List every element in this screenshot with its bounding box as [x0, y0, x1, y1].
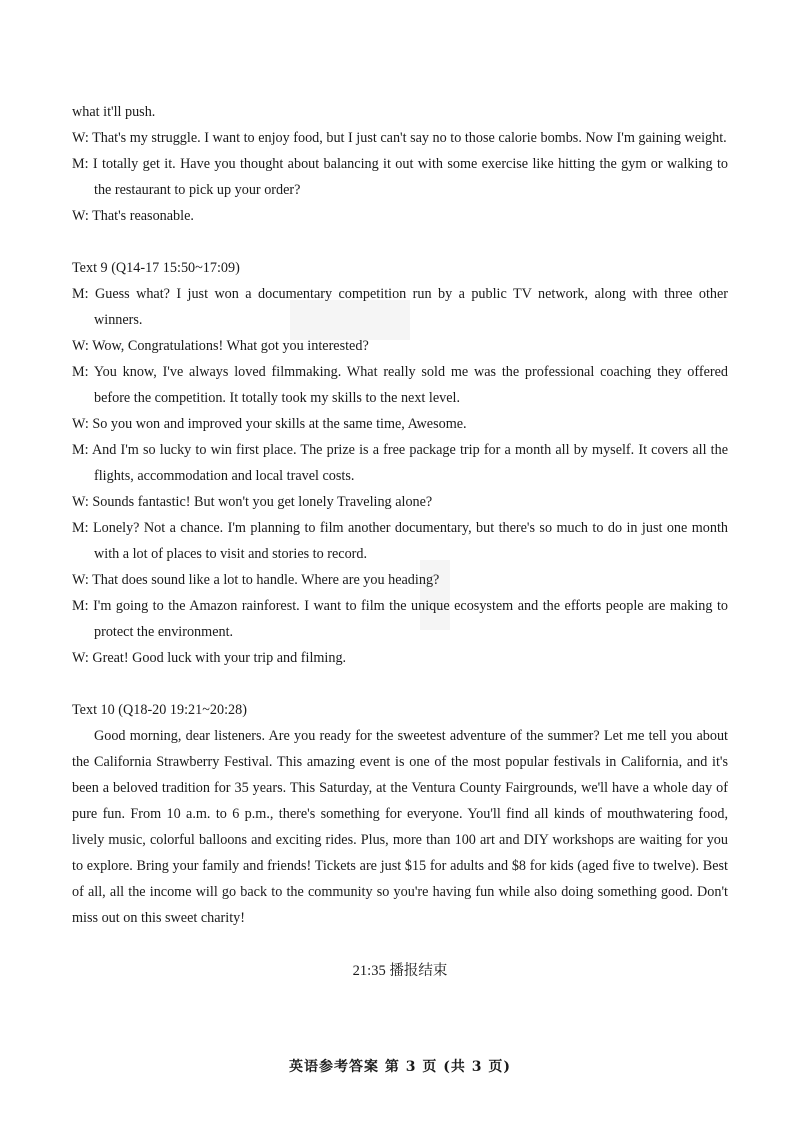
section-heading: Text 9 (Q14-17 15:50~17:09)	[72, 260, 240, 276]
dialogue-turn	[72, 411, 728, 437]
dialogue-turn	[72, 333, 728, 359]
dialogue-turn	[72, 203, 728, 229]
broadcast-end-note: 21:35 播报结束	[352, 963, 448, 979]
speaker-label: M:	[72, 598, 89, 614]
speaker-label: W:	[72, 338, 89, 354]
turn-text: Guess what? I just won a documentary competition run by a public TV network, along with three other winners.	[94, 286, 728, 328]
section-spacer	[72, 229, 728, 255]
dialogue-turn	[72, 593, 728, 645]
turn-text: I totally get it. Have you thought about balancing it out with some exercise like hitting the gym or walking to the restaurant to pick up your order?	[92, 156, 728, 198]
dialogue-turn	[72, 515, 728, 567]
section-spacer	[72, 671, 728, 697]
turn-text: That's reasonable.	[92, 208, 194, 224]
speaker-label: W:	[72, 208, 89, 224]
speaker-label: W:	[72, 494, 89, 510]
dialogue-turn	[72, 437, 728, 489]
turn-text: Sounds fantastic! But won't you get lonely Traveling alone?	[92, 494, 433, 510]
text9-section	[72, 255, 728, 671]
dialogue-turn	[72, 645, 728, 671]
turn-text: So you won and improved your skills at the same time, Awesome.	[92, 416, 467, 432]
dialogue-turn	[72, 125, 728, 151]
transcript-body	[72, 99, 728, 931]
speaker-label: W:	[72, 130, 89, 146]
dialogue-turn	[72, 359, 728, 411]
page-footer: 英语参考答案 第 3 页 (共 3 页)	[289, 1059, 511, 1075]
speaker-label: M:	[72, 364, 89, 380]
turn-text: That's my struggle. I want to enjoy food, but I just can't say no to those calorie bombs. Now I'm gaining weight.	[92, 130, 727, 146]
dialogue-turn	[72, 151, 728, 203]
speaker-label: M:	[72, 520, 89, 536]
turn-text: That does sound like a lot to handle. Where are you heading?	[92, 572, 440, 588]
turn-text: I'm going to the Amazon rainforest. I want to film the unique ecosystem and the efforts people are making to protect the environment.	[93, 598, 729, 640]
speaker-label: M:	[72, 286, 89, 302]
speaker-label: W:	[72, 416, 89, 432]
opening-fragment: what it'll push.	[72, 104, 156, 120]
text10-section	[72, 697, 728, 931]
speaker-label: M:	[72, 156, 89, 172]
monologue-paragraph: Good morning, dear listeners. Are you ready for the sweetest adventure of the summer? Let me tell you about the California Strawberry Festival. This amazing event is one of the most popular festivals in California, and it's been a beloved tradition for 35 years. This Saturday, at the Ventura County Fairgrounds, we'll have a whole day of pure fun. From 10 a.m. to 6 p.m., there's something for everyone. You'll find all kinds of mouthwatering food, lively music, colorful balloons and exciting rides. Plus, more than 100 art and DIY workshops are waiting for you to explore. Bring your family and friends! Tickets are just $15 for adults and $8 for kids (aged five to twelve). Best of all, all the income will go back to the community so you're having fun while also doing something good. Don't miss out on this sweet charity!	[72, 728, 728, 926]
turn-text: Great! Good luck with your trip and filming.	[92, 650, 347, 666]
text8-continuation	[72, 99, 728, 229]
turn-text: Lonely? Not a chance. I'm planning to film another documentary, but there's so much to do in just one month with a lot of places to visit and stories to record.	[92, 520, 728, 562]
dialogue-turn	[72, 281, 728, 333]
speaker-label: W:	[72, 572, 89, 588]
dialogue-turn	[72, 489, 728, 515]
turn-text: Wow, Congratulations! What got you interested?	[92, 338, 369, 354]
speaker-label: M:	[72, 442, 89, 458]
turn-text: And I'm so lucky to win first place. The prize is a free package trip for a month all by myself. It covers all the flights, accommodation and local travel costs.	[91, 442, 728, 484]
speaker-label: W:	[72, 650, 89, 666]
dialogue-turn	[72, 567, 728, 593]
turn-text: You know, I've always loved filmmaking. What really sold me was the professional coaching they offered before the competition. It totally took my skills to the next level.	[93, 364, 728, 406]
section-heading: Text 10 (Q18-20 19:21~20:28)	[72, 702, 247, 718]
